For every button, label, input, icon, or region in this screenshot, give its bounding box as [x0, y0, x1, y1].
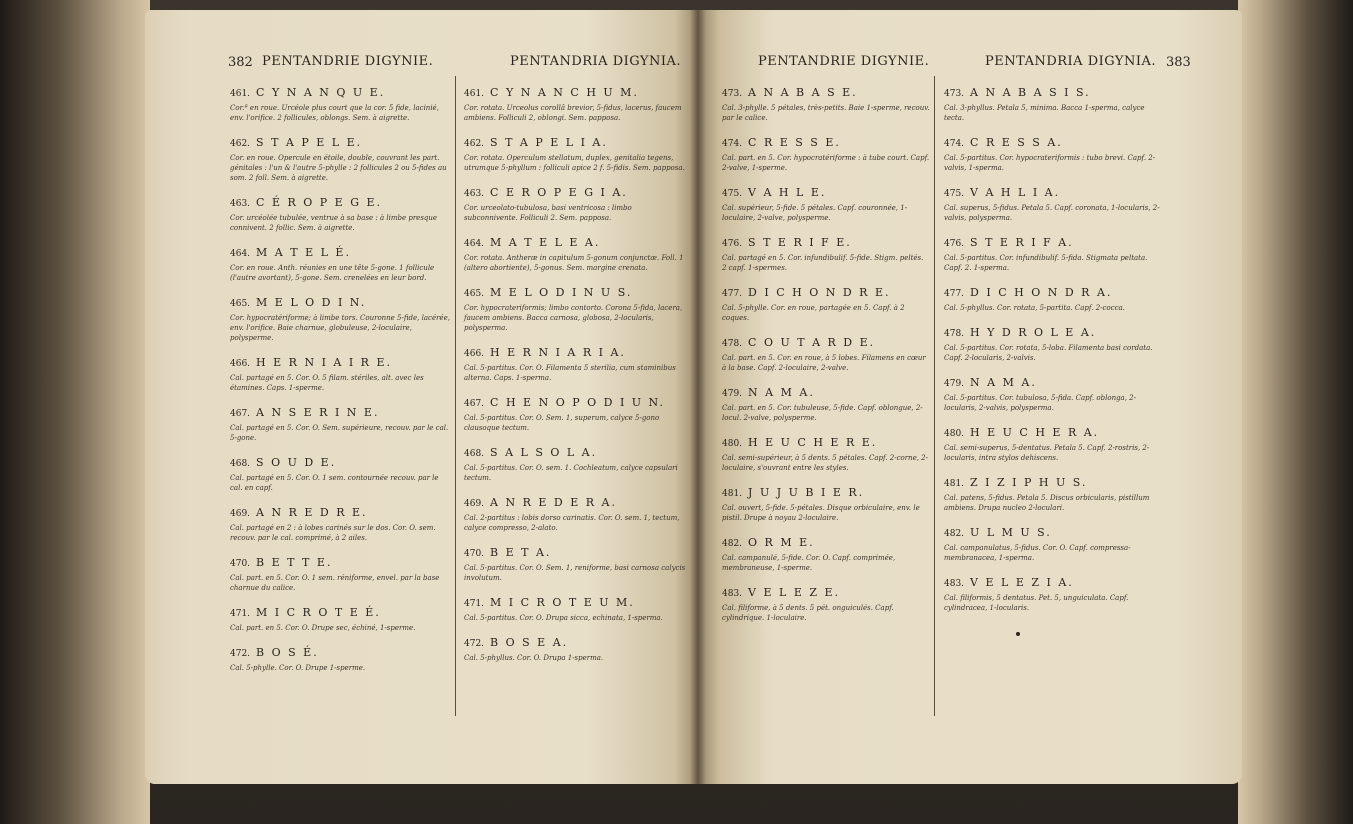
- genus-description: Cal. part. en 5. Cor. hypocratériforme : à tube court. Capf. 2-valve, 1-sperme.: [722, 154, 930, 172]
- genus-entry: [722, 136, 930, 173]
- genus-title: [944, 526, 1166, 539]
- genus-name: M I C R O T E É.: [256, 606, 381, 619]
- genus-number: 472.: [230, 649, 251, 659]
- genus-number: 463.: [464, 189, 485, 199]
- genus-number: 475.: [944, 189, 965, 199]
- genus-entry: [944, 326, 1166, 363]
- genus-description: Cal. ouvert, 5-fide. 5-pétales. Disque orbiculaire, env. le pistil. Drupe à noyau 2-loculaire.: [722, 504, 920, 522]
- genus-title: [464, 496, 686, 509]
- left-page-number: 382: [228, 55, 253, 70]
- genus-description: Cor. rotata. Urceolus corollâ brevior, 5-fidus, lacerus, faucem ambiens. Folliculi 2, oblongi. Sem. papposa.: [464, 104, 682, 122]
- genus-number: 464.: [464, 239, 485, 249]
- genus-title: [464, 346, 686, 359]
- genus-name: A N A B A S E.: [748, 86, 858, 99]
- genus-title: [230, 296, 450, 309]
- genus-description: Cor. hypocratériforme; à limbe tors. Couronne 5-fide, lacérée, env. l'orifice. Baie charnue, globuleuse, 2-loculaire, polysperme.: [230, 314, 450, 342]
- genus-entry: [464, 136, 686, 173]
- genus-number: 478.: [944, 329, 965, 339]
- genus-description: Cor. hypocrateriformis; limbo contorto. Corona 5-fida, lacera, faucem ambiens. Bacca carnosa, globosa, 2-locularis, polysperma.: [464, 304, 683, 332]
- genus-number: 476.: [944, 239, 965, 249]
- genus-entry: [230, 296, 450, 343]
- genus-name: M I C R O T E U M.: [490, 596, 635, 609]
- genus-title: [944, 236, 1166, 249]
- genus-title: [722, 336, 930, 349]
- genus-entry: [944, 526, 1166, 563]
- genus-title: [230, 136, 450, 149]
- genus-title: [464, 636, 686, 649]
- genus-description: Cal. partagé en 5. Cor. O. Sem. supérieure, recouv. par le cal. 5-gone.: [230, 424, 449, 442]
- genus-description: Cal. part. en 5. Cor. O. 1 sem. réniforme, envel. par la base charnue du calice.: [230, 574, 440, 592]
- genus-number: 474.: [944, 139, 965, 149]
- book-gutter: [690, 10, 706, 784]
- genus-name: H E R N I A I R E.: [256, 356, 392, 369]
- genus-entry: [230, 556, 450, 593]
- genus-entry: [230, 506, 450, 543]
- genus-name: S O U D E.: [256, 456, 337, 469]
- genus-entry: [464, 236, 686, 273]
- genus-entry: [464, 186, 686, 223]
- genus-number: 471.: [230, 609, 251, 619]
- genus-title: [464, 596, 686, 609]
- genus-description: Cal. 5-phyllus. Cor. O. Drupa 1-sperma.: [464, 654, 604, 662]
- genus-description: Cal. 3-phyllus. Petala 5, minima. Bacca 1-sperma, calyce tecta.: [944, 104, 1145, 122]
- genus-entry: [230, 86, 450, 123]
- genus-entry: [464, 496, 686, 533]
- genus-name: H Y D R O L E A.: [970, 326, 1097, 339]
- genus-name: S A L S O L A.: [490, 446, 598, 459]
- genus-entry: [230, 246, 450, 283]
- genus-name: D I C H O N D R E.: [748, 286, 891, 299]
- genus-entry: [944, 136, 1166, 173]
- genus-entry: [722, 436, 930, 473]
- genus-description: Cal. filiformis, 5 dentatus. Pet. 5, unguiculata. Capf. cylindracea, 1-locularis.: [944, 594, 1129, 612]
- right-header-fr: PENTANDRIE DIGYNIE.: [758, 54, 930, 69]
- genus-number: 477.: [722, 289, 743, 299]
- genus-name: Z I Z I P H U S.: [970, 476, 1088, 489]
- genus-entry: [464, 636, 686, 663]
- genus-title: [230, 246, 450, 259]
- genus-name: C E R O P E G I A.: [490, 186, 628, 199]
- genus-title: [464, 136, 686, 149]
- genus-description: Cal. 5-partitus. Cor. tubulosa, 5-fida. Capf. oblonga, 2-locularis, 2-valvis, polysperma.: [944, 394, 1137, 412]
- page-dot-mark: [1016, 632, 1020, 636]
- genus-number: 474.: [722, 139, 743, 149]
- genus-number: 479.: [944, 379, 965, 389]
- genus-name: B O S E A.: [490, 636, 569, 649]
- genus-entry: [464, 446, 686, 483]
- genus-number: 466.: [230, 359, 251, 369]
- right-french-column: [722, 86, 930, 636]
- left-header-la: PENTANDRIA DIGYNIA.: [510, 54, 682, 69]
- genus-entry: [944, 286, 1166, 313]
- genus-name: H E R N I A R I A.: [490, 346, 626, 359]
- genus-number: 467.: [464, 399, 485, 409]
- genus-number: 470.: [230, 559, 251, 569]
- genus-title: [722, 236, 930, 249]
- left-latin-column: [464, 86, 686, 676]
- genus-name: U L M U S.: [970, 526, 1052, 539]
- genus-description: Cor. urceolato-tubulosa, basi ventricosa : limbo subconnivente. Folliculi 2. Sem. papposa.: [464, 204, 632, 222]
- genus-number: 475.: [722, 189, 743, 199]
- genus-name: C Y N A N C H U M.: [490, 86, 639, 99]
- genus-description: Cor. en roue. Opercule en étoile, double, couvrant les part. génitales : l'un & l'autre 5-phylle : 2 follicules 2 ou 5-fides au som. 2 foll. Sem. à aigrette.: [230, 154, 447, 182]
- genus-description: Cal. 5-phylle. Cor. en roue, partagée en 5. Capf. à 2 coques.: [722, 304, 905, 322]
- genus-description: Cor. rotata. Antheræ in capitulum 5-gonum conjunctæ. Foll. 1 (altero abortiente), 5-gonus. Sem. margine crenata.: [464, 254, 684, 272]
- genus-entry: [944, 426, 1166, 463]
- genus-title: [464, 186, 686, 199]
- genus-name: A N S E R I N E.: [256, 406, 380, 419]
- genus-description: Cor. rotata. Operculum stellatum, duplex, genitalia tegens, utrumque 5-phyllum : folliculi apice 2 f. 5-fidis. Sem. papposa.: [464, 154, 685, 172]
- genus-title: [722, 386, 930, 399]
- genus-title: [944, 86, 1166, 99]
- genus-number: 469.: [464, 499, 485, 509]
- genus-number: 468.: [464, 449, 485, 459]
- genus-number: 464.: [230, 249, 251, 259]
- genus-description: Cal. 5-partitus. Cor. O. Sem. 1, reniforme, basi carnosa calycis involutum.: [464, 564, 686, 582]
- genus-name: O R M E.: [748, 536, 815, 549]
- genus-number: 468.: [230, 459, 251, 469]
- genus-entry: [230, 136, 450, 183]
- genus-number: 467.: [230, 409, 251, 419]
- genus-name: C É R O P E G E.: [256, 196, 383, 209]
- genus-title: [230, 456, 450, 469]
- genus-description: Cal. 5-partitus. Cor. rotata, 5-loba. Filamenta basi cordata. Capf. 2-locularis, 2-valvis.: [944, 344, 1153, 362]
- genus-number: 480.: [722, 439, 743, 449]
- genus-entry: [944, 576, 1166, 613]
- genus-title: [722, 136, 930, 149]
- genus-entry: [464, 596, 686, 623]
- genus-entry: [944, 186, 1166, 223]
- genus-name: C R E S S E.: [748, 136, 841, 149]
- genus-title: [944, 136, 1166, 149]
- genus-description: Cal. filiforme, à 5 dents. 5 pét. onguiculés. Capf. cylindrique. 1-loculaire.: [722, 604, 894, 622]
- genus-number: 472.: [464, 639, 485, 649]
- genus-name: S T E R I F A.: [970, 236, 1074, 249]
- genus-title: [722, 186, 930, 199]
- genus-title: [722, 586, 930, 599]
- right-latin-column: [944, 86, 1166, 626]
- genus-entry: [230, 646, 450, 673]
- genus-description: Cor. en roue. Anth. réunies en une tête 5-gone. 1 follicule (l'autre avortant), 5-gone. Sem. crenelées en leur bord.: [230, 264, 435, 282]
- genus-number: 473.: [944, 89, 965, 99]
- genus-name: S T E R I F E.: [748, 236, 852, 249]
- right-page-number: 383: [1166, 55, 1191, 70]
- genus-title: [464, 446, 686, 459]
- genus-name: V A H L I A.: [970, 186, 1061, 199]
- genus-name: C R E S S A.: [970, 136, 1063, 149]
- genus-title: [944, 426, 1166, 439]
- genus-title: [944, 326, 1166, 339]
- genus-entry: [230, 456, 450, 493]
- genus-title: [722, 286, 930, 299]
- genus-number: 465.: [230, 299, 251, 309]
- genus-entry: [944, 476, 1166, 513]
- genus-entry: [722, 386, 930, 423]
- genus-description: Cal. partagé en 5. Cor. infundibulif. 5-fide. Stigm. peltés. 2 capf. 1-spermes.: [722, 254, 924, 272]
- genus-title: [230, 606, 450, 619]
- genus-entry: [230, 356, 450, 393]
- genus-entry: [464, 546, 686, 583]
- genus-number: 478.: [722, 339, 743, 349]
- genus-entry: [722, 586, 930, 623]
- genus-description: Cal. 5-phyllus. Cor. rotata, 5-partita. Capf. 2-cocca.: [944, 304, 1125, 312]
- genus-name: M A T E L E A.: [490, 236, 601, 249]
- genus-title: [230, 356, 450, 369]
- genus-name: B E T A.: [490, 546, 552, 559]
- genus-description: Cal. part. en 5. Cor. tubuleuse, 5-fide. Capf. oblongue, 2-locul. 2-valve, polysperme.: [722, 404, 923, 422]
- genus-description: Cal. partagé en 2 : à lobes carinés sur le dos. Cor. O. sem. recouv. par le cal. comprimé, à 2 ailes.: [230, 524, 436, 542]
- genus-description: Cal. 5-phylle. Cor. O. Drupe 1-sperme.: [230, 664, 366, 672]
- genus-number: 462.: [464, 139, 485, 149]
- right-column-rule: [934, 76, 935, 716]
- genus-number: 483.: [722, 589, 743, 599]
- genus-entry: [944, 376, 1166, 413]
- genus-entry: [464, 396, 686, 433]
- genus-name: C H E N O P O D I U N.: [490, 396, 665, 409]
- genus-entry: [722, 186, 930, 223]
- genus-description: Cal. part. en 5. Cor. O. Drupe sec, échiné, 1-sperme.: [230, 624, 416, 632]
- genus-title: [230, 406, 450, 419]
- genus-description: Cal. semi-supérieur, à 5 dents. 5 pétales. Capf. 2-corne, 2-loculaire, s'ouvrant entre les styles.: [722, 454, 928, 472]
- genus-number: 469.: [230, 509, 251, 519]
- genus-title: [230, 86, 450, 99]
- genus-description: Cal. 5-partitus. Cor. O. Drupa sicca, echinata, 1-sperma.: [464, 614, 663, 622]
- genus-name: J U J U B I E R.: [748, 486, 865, 499]
- genus-number: 482.: [722, 539, 743, 549]
- genus-title: [722, 486, 930, 499]
- genus-name: N A M A.: [970, 376, 1037, 389]
- genus-entry: [944, 236, 1166, 273]
- genus-name: S T A P E L E.: [256, 136, 363, 149]
- genus-number: 466.: [464, 349, 485, 359]
- genus-description: Cal. superus, 5-fidus. Petala 5. Capf. coronata, 1-locularis, 2-valvis, polysperma.: [944, 204, 1160, 222]
- genus-title: [230, 196, 450, 209]
- genus-name: V A H L E.: [748, 186, 827, 199]
- genus-name: A N R E D E R A.: [490, 496, 617, 509]
- genus-title: [464, 546, 686, 559]
- genus-entry: [230, 196, 450, 233]
- genus-description: Cal. semi-superus, 5-dentatus. Petala 5. Capf. 2-rostris, 2-locularis, intra stylos dehiscens.: [944, 444, 1150, 462]
- genus-title: [944, 186, 1166, 199]
- genus-name: V E L E Z E.: [748, 586, 841, 599]
- genus-description: Cal. part. en 5. Cor. en roue, à 5 lobes. Filamens en cœur à la base. Capf. 2-loculaire, 2-valve.: [722, 354, 926, 372]
- genus-description: Cal. 5-partitus. Cor. O. Filamenta 5 sterilia, cum staminibus alterna. Caps. 1-sperma.: [464, 364, 676, 382]
- genus-number: 476.: [722, 239, 743, 249]
- left-header-fr: PENTANDRIE DIGYNIE.: [262, 54, 434, 69]
- genus-name: A N R E D R E.: [256, 506, 368, 519]
- genus-title: [944, 376, 1166, 389]
- genus-number: 470.: [464, 549, 485, 559]
- genus-description: Cal. partagé en 5. Cor. O. 1 sem. contournée recouv. par le cal. en capf.: [230, 474, 439, 492]
- genus-entry: [722, 336, 930, 373]
- genus-title: [464, 396, 686, 409]
- genus-description: Cal. 5-partitus. Cor. O. sem. 1. Cochleatum, calyce capsulari tectum.: [464, 464, 678, 482]
- genus-name: M E L O D I N U S.: [490, 286, 633, 299]
- genus-entry: [464, 286, 686, 333]
- genus-name: B O S É.: [256, 646, 319, 659]
- genus-number: 480.: [944, 429, 965, 439]
- genus-number: 481.: [722, 489, 743, 499]
- genus-title: [464, 286, 686, 299]
- genus-name: C O U T A R D E.: [748, 336, 876, 349]
- genus-name: H E U C H E R E.: [748, 436, 878, 449]
- genus-title: [230, 646, 450, 659]
- genus-name: D I C H O N D R A.: [970, 286, 1113, 299]
- genus-entry: [722, 286, 930, 323]
- genus-description: Cor.ª en roue. Urcéole plus court que la cor. 5 fide, lacinié, env. l'orifice. 2 follicules, oblongs. Sem. à aigrette.: [230, 104, 439, 122]
- book-edge-right: [1238, 0, 1353, 824]
- genus-name: M E L O D I N.: [256, 296, 367, 309]
- genus-entry: [722, 536, 930, 573]
- genus-name: S T A P E L I A.: [490, 136, 608, 149]
- genus-description: Cal. 5-partitus. Cor. hypocrateriformis : tubo brevi. Capf. 2-valvis, 1-sperma.: [944, 154, 1156, 172]
- genus-name: H E U C H E R A.: [970, 426, 1100, 439]
- genus-description: Cal. campanulé, 5-fide. Cor. O. Capf. comprimée, membraneuse, 1-sperme.: [722, 554, 896, 572]
- genus-title: [944, 286, 1166, 299]
- genus-number: 477.: [944, 289, 965, 299]
- genus-title: [944, 476, 1166, 489]
- genus-title: [230, 556, 450, 569]
- genus-number: 461.: [230, 89, 251, 99]
- genus-entry: [464, 86, 686, 123]
- genus-description: Cal. 5-partitus. Cor. O. Sem. 1, superum, calyce 5-gono clausoque tectum.: [464, 414, 660, 432]
- genus-number: 483.: [944, 579, 965, 589]
- genus-title: [722, 536, 930, 549]
- genus-entry: [722, 486, 930, 523]
- genus-description: Cor. urcéolée tubulée, ventrue à sa base : à limbe presque connivent. 2 follic. Sem. à aigrette.: [230, 214, 438, 232]
- genus-description: Cal. 3-phylle. 5 pétales, très-petits. Baie 1-sperme, recouv. par le calice.: [722, 104, 930, 122]
- genus-number: 482.: [944, 529, 965, 539]
- genus-description: Cal. 5-partitus. Cor. infundibulif. 5-fida. Stigmata peltata. Capf. 2. 1-sperma.: [944, 254, 1148, 272]
- genus-entry: [230, 606, 450, 633]
- genus-title: [722, 436, 930, 449]
- genus-description: Cal. partagé en 5. Cor. O. 5 filam. stériles, alt. avec les étamines. Caps. 1-sperme.: [230, 374, 424, 392]
- genus-name: N A M A.: [748, 386, 815, 399]
- genus-number: 462.: [230, 139, 251, 149]
- right-header-la: PENTANDRIA DIGYNIA.: [985, 54, 1157, 69]
- genus-description: Cal. campanulatus, 5-fidus. Cor. O. Capf. compressa-membranacea, 1-sperma.: [944, 544, 1131, 562]
- genus-title: [464, 86, 686, 99]
- genus-entry: [464, 346, 686, 383]
- genus-title: [464, 236, 686, 249]
- genus-number: 473.: [722, 89, 743, 99]
- book-edge-left: [0, 0, 150, 824]
- genus-entry: [722, 86, 930, 123]
- left-column-rule: [455, 76, 456, 716]
- genus-number: 463.: [230, 199, 251, 209]
- genus-number: 461.: [464, 89, 485, 99]
- genus-title: [230, 506, 450, 519]
- genus-number: 465.: [464, 289, 485, 299]
- genus-name: C Y N A N Q U E.: [256, 86, 386, 99]
- genus-name: B E T T E.: [256, 556, 333, 569]
- genus-number: 481.: [944, 479, 965, 489]
- left-french-column: [230, 86, 450, 686]
- genus-description: Cal. supérieur, 5-fide. 5 pétales. Capf. couronnée, 1-loculaire, 2-valve, polysperme.: [722, 204, 908, 222]
- genus-name: A N A B A S I S.: [970, 86, 1091, 99]
- genus-entry: [230, 406, 450, 443]
- genus-name: V E L E Z I A.: [970, 576, 1074, 589]
- genus-entry: [944, 86, 1166, 123]
- genus-number: 479.: [722, 389, 743, 399]
- genus-title: [944, 576, 1166, 589]
- genus-description: Cal. patens, 5-fidus. Petala 5. Discus orbicularis, pistillum ambiens. Drupa nucleo 2-loculari.: [944, 494, 1150, 512]
- genus-entry: [722, 236, 930, 273]
- genus-number: 471.: [464, 599, 485, 609]
- genus-name: M A T E L É.: [256, 246, 351, 259]
- genus-description: Cal. 2-partitus : lobis dorso carinatis. Cor. O. sem. 1, tectum, calyce compresso, 2-alato.: [464, 514, 680, 532]
- genus-title: [722, 86, 930, 99]
